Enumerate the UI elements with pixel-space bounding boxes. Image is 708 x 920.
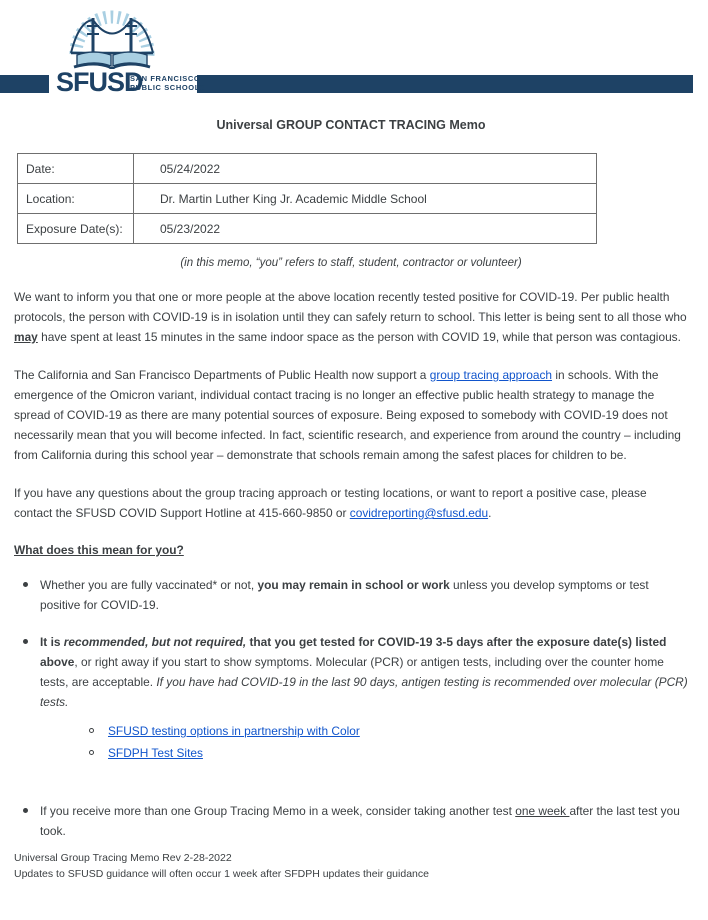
table-row-date: [18, 154, 597, 184]
color-testing-link[interactable]: SFUSD testing options in partnership with Color: [108, 724, 360, 738]
text-span: Whether you are fully vaccinated* or not,: [40, 578, 258, 592]
paragraph-group-tracing: [14, 365, 688, 465]
footer: [14, 850, 688, 882]
paragraph-intro: [14, 287, 688, 347]
definition-note: (in this memo, “you” refers to staff, student, contractor or volunteer): [180, 257, 522, 269]
bullet-marker: [23, 582, 28, 587]
text-span: We want to inform you that one or more people at the above location recently tested positive for COVID-19. Per public health protocols, the person with COVID-19 is in isolation until they can safely return to school. This letter is being sent to all those who: [14, 290, 687, 324]
info-table: [17, 153, 597, 244]
text-span: after the last test you took.: [40, 804, 680, 838]
location-value: Dr. Martin Luther King Jr. Academic Middle School: [134, 184, 597, 214]
logo-subtitle: [130, 75, 206, 92]
text-span: If you have any questions about the group tracing approach or testing locations, or want to report a positive case, please contact the SFUSD COVID Support Hotline at 415-660-9850 or: [14, 486, 647, 520]
bullet-repeat-memo: [14, 801, 688, 841]
text-span: that you get tested for COVID-19 3-5 days after the exposure date(s) listed above: [40, 635, 667, 669]
header-band-right: [197, 75, 693, 93]
date-label: Date:: [18, 154, 134, 184]
text-span: If you receive more than one Group Tracing Memo in a week, consider taking another test: [40, 804, 516, 818]
text-span: If you have had COVID-19 in the last 90 days, antigen testing is recommended over molecular (PCR) tests.: [40, 675, 688, 709]
memo-title: Universal GROUP CONTACT TRACING Memo: [216, 118, 486, 132]
exposure-dates-label: Exposure Date(s):: [18, 214, 134, 244]
circle-bullet-marker: [89, 728, 94, 733]
circle-bullet-marker: [89, 750, 94, 755]
group-tracing-approach-link[interactable]: group tracing approach: [429, 368, 553, 382]
logo-acronym: SFUSD: [56, 67, 143, 97]
text-span: may: [14, 330, 38, 344]
footer-revision-line: Universal Group Tracing Memo Rev 2-28-2022: [14, 852, 232, 864]
section-heading: What does this mean for you?: [14, 543, 184, 557]
text-span: unless you develop symptoms or test positive for COVID-19.: [40, 578, 649, 612]
bullet-marker: [23, 639, 28, 644]
header-band-left: [0, 75, 49, 93]
text-span: The California and San Francisco Departments of Public Health now support a: [14, 368, 430, 382]
logo-subtitle-line2: PUBLIC SCHOOLS: [130, 82, 206, 92]
bullet-remain-in-school: [14, 575, 688, 615]
paragraph-questions: [14, 483, 688, 523]
exposure-dates-value: 05/23/2022: [134, 214, 597, 244]
date-value: 05/24/2022: [134, 154, 597, 184]
text-span: recommended, but not required,: [63, 635, 247, 649]
sub-bullet-sfdph-sites: [14, 746, 688, 761]
sub-bullet-color-testing: [14, 724, 688, 739]
sfdph-test-sites-link[interactable]: SFDPH Test Sites: [108, 746, 203, 760]
logo-subtitle-line1: SAN FRANCISCO: [130, 74, 201, 83]
text-span: .: [488, 506, 492, 520]
table-row-location: [18, 184, 597, 214]
text-span: have spent at least 15 minutes in the same indoor space as the person with COVID 19, while that person was contagious.: [37, 330, 681, 344]
bullet-testing-recommended: [14, 632, 688, 712]
text-span: one week: [515, 804, 570, 818]
header: [0, 0, 708, 100]
sfusd-logo-icon: [56, 3, 168, 69]
footer-guidance-line: Updates to SFUSD guidance will often occur 1 week after SFDPH updates their guidance: [14, 868, 429, 880]
location-label: Location:: [18, 184, 134, 214]
text-span: It is: [40, 635, 64, 649]
testing-links-list: [14, 724, 688, 761]
text-span: you may remain in school or work: [257, 578, 450, 592]
bullet-marker: [23, 808, 28, 813]
text-span: , or right away if you start to show symptoms. Molecular (PCR) or antigen tests, including over the counter home tests, are acceptable.: [40, 655, 664, 689]
text-span: in schools. With the emergence of the Omicron variant, individual contact tracing is no longer an effective public health strategy to manage the spread of COVID-19 as there are many potential sources of exposure. Being exposed to somebody with COVID-19 does not necessarily mean that you will become infected. In fact, scientific research, and experience from around the country – including from California during this school year – demonstrate that schools remain among the safest places for children to be.: [14, 368, 681, 462]
memo-body: [0, 118, 708, 882]
table-row-exposure-dates: [18, 214, 597, 244]
covid-reporting-email-link[interactable]: covidreporting@sfusd.edu: [349, 506, 489, 520]
